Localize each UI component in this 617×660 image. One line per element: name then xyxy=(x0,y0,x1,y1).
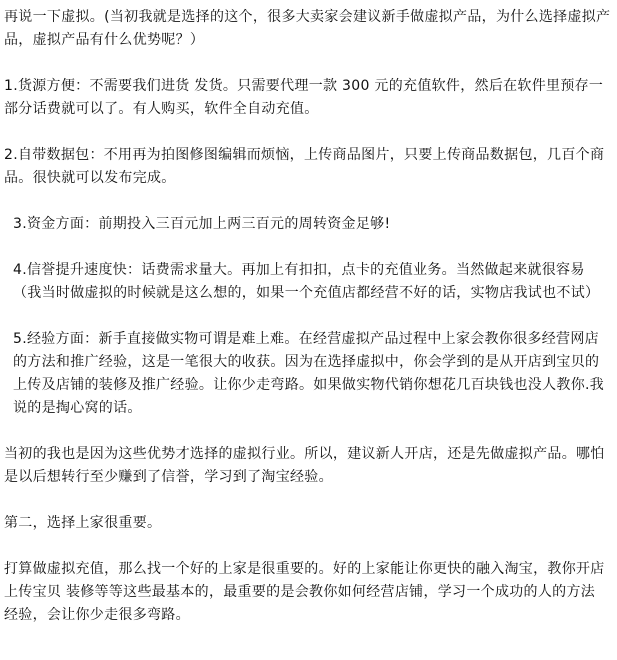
supplier-paragraph: 打算做虚拟充值，那么找一个好的上家是很重要的。好的上家能让你更快的融入淘宝，教你开店 上传宝贝 装修等等这些最基本的，最重要的是会教你如何经营店铺，学习一个成功的人的方法 经验，会让你少走很多弯路。 xyxy=(4,561,605,623)
point-2-paragraph: 2.自带数据包：不用再为拍图修图编辑而烦恼，上传商品图片，只要上传商品数据包，几百个商品。很快就可以发布完成。 xyxy=(4,147,605,186)
intro-paragraph: 再说一下虚拟。(当初我就是选择的这个，很多大卖家会建议新手做虚拟产品，为什么选择虚拟产品，虚拟产品有什么优势呢？） xyxy=(4,9,611,48)
conclusion-paragraph: 当初的我也是因为这些优势才选择的虚拟行业。所以，建议新人开店，还是先做虚拟产品。哪怕是以后想转行至少赚到了信誉，学习到了淘宝经验。 xyxy=(4,446,605,485)
point-1-paragraph: 1.货源方便：不需要我们进货 发货。只需要代理一款 300 元的充值软件，然后在软件里预存一部分话费就可以了。有人购买，软件全自动充值。 xyxy=(4,78,604,117)
point-5-paragraph: 5.经验方面：新手直接做实物可谓是难上难。在经营虚拟产品过程中上家会教你很多经营网店的方法和推广经验，这是一笔很大的收获。因为在选择虚拟中，你会学到的是从开店到宝贝的上传及店铺的装修及推广经验。让你少走弯路。如果做实物代销你想花几百块钱也没人教你.我说的是掏心窝的话。 xyxy=(13,331,605,416)
point-4-paragraph: 4.信誉提升速度快：话费需求量大。再加上有扣扣，点卡的充值业务。当然做起来就很容易（我当时做虚拟的时候就是这么想的，如果一个充值店都经营不好的话，实物店我试也不试） xyxy=(13,262,600,301)
point-3-paragraph: 3.资金方面：前期投入三百元加上两三百元的周转资金足够! xyxy=(13,216,391,232)
section-heading: 第二，选择上家很重要。 xyxy=(4,515,162,531)
